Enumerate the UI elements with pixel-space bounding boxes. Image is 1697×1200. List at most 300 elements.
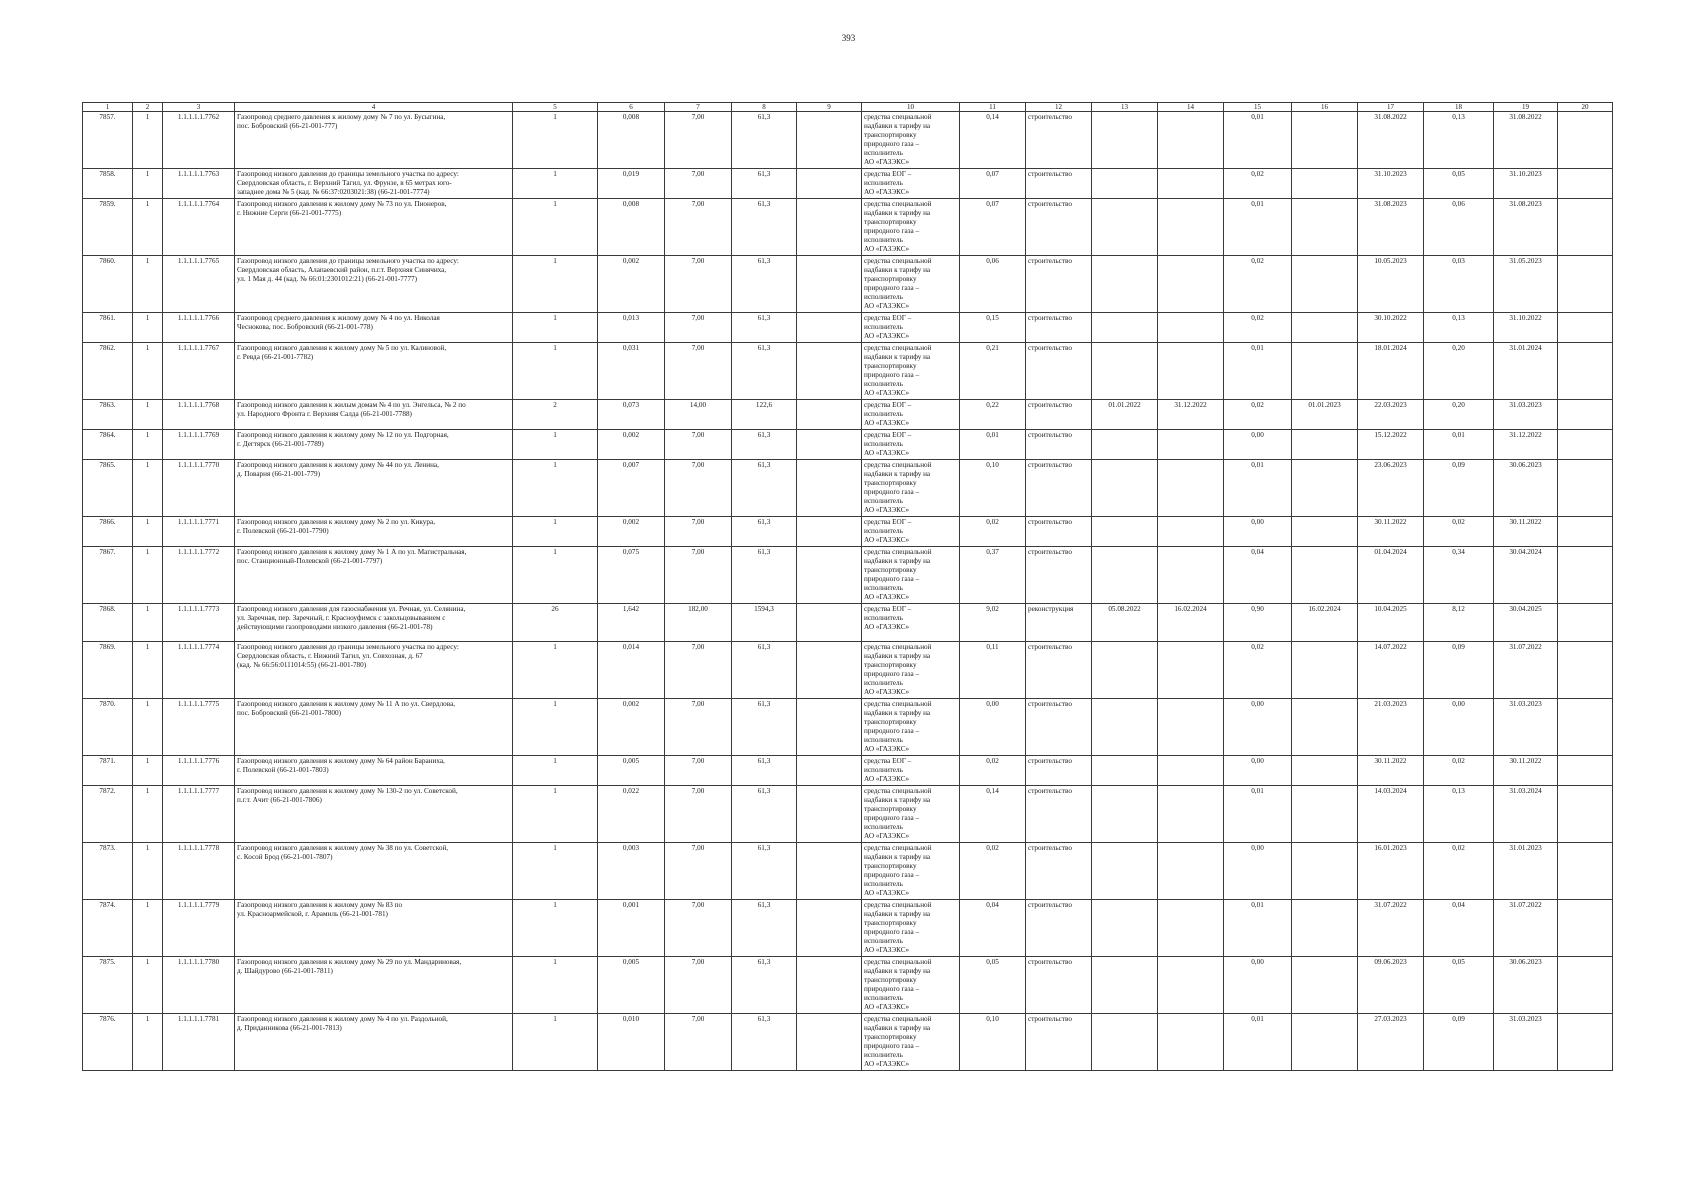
column-header-10: 10 xyxy=(862,103,960,112)
cell-col-20 xyxy=(1558,957,1613,1014)
cell-col-11: 0,07 xyxy=(960,199,1026,256)
cell-col-16 xyxy=(1292,547,1358,604)
table-row xyxy=(83,199,1613,256)
cell-col-1: 7862. xyxy=(83,343,133,400)
cell-col-6: 0,002 xyxy=(598,699,665,756)
cell-col-7: 7,00 xyxy=(665,786,732,843)
cell-col-11: 0,02 xyxy=(960,756,1026,786)
table-row xyxy=(83,957,1613,1014)
cell-col-14: 31.12.2022 xyxy=(1158,400,1224,430)
cell-col-18: 0,13 xyxy=(1424,112,1494,169)
cell-col-12: строительство xyxy=(1026,786,1092,843)
cell-col-13: 01.01.2022 xyxy=(1092,400,1158,430)
cell-col-4: Газопровод низкого давления к жилому дому № 29 по ул. Мандариновая, д. Шайдурово (66-21-001-7811) xyxy=(235,957,513,1014)
cell-col-2: 1 xyxy=(133,843,163,900)
cell-col-20 xyxy=(1558,756,1613,786)
cell-col-16: 16.02.2024 xyxy=(1292,604,1358,642)
cell-col-4: Газопровод низкого давления к жилому дому № 64 район Бараниха, г. Полевской (66-21-001-7803) xyxy=(235,756,513,786)
cell-col-18: 8,12 xyxy=(1424,604,1494,642)
cell-col-15: 0,00 xyxy=(1224,957,1292,1014)
cell-col-11: 0,11 xyxy=(960,642,1026,699)
cell-col-7: 7,00 xyxy=(665,843,732,900)
cell-col-2: 1 xyxy=(133,400,163,430)
cell-col-10: средства специальной надбавки к тарифу на транспортировку природного газа – исполнитель АО «ГАЗЭКС» xyxy=(862,343,960,400)
cell-col-8: 61,3 xyxy=(732,343,797,400)
cell-col-12: строительство xyxy=(1026,460,1092,517)
cell-col-11: 0,22 xyxy=(960,400,1026,430)
table-row xyxy=(83,430,1613,460)
cell-col-17: 23.06.2023 xyxy=(1358,460,1424,517)
cell-col-17: 27.03.2023 xyxy=(1358,1014,1424,1071)
table-row xyxy=(83,460,1613,517)
cell-col-1: 7870. xyxy=(83,699,133,756)
cell-col-20 xyxy=(1558,343,1613,400)
cell-col-4: Газопровод среднего давления к жилому дому № 4 по ул. Николая Чеснокова, пос. Бобровский (66-21-001-778) xyxy=(235,313,513,343)
cell-col-3: 1.1.1.1.1.7774 xyxy=(163,642,235,699)
cell-col-7: 7,00 xyxy=(665,343,732,400)
cell-col-1: 7861. xyxy=(83,313,133,343)
cell-col-11: 0,00 xyxy=(960,699,1026,756)
cell-col-17: 01.04.2024 xyxy=(1358,547,1424,604)
cell-col-10: средства специальной надбавки к тарифу на транспортировку природного газа – исполнитель АО «ГАЗЭКС» xyxy=(862,900,960,957)
cell-col-14 xyxy=(1158,430,1224,460)
cell-col-18: 0,05 xyxy=(1424,169,1494,199)
cell-col-5: 1 xyxy=(513,642,598,699)
cell-col-12: строительство xyxy=(1026,1014,1092,1071)
cell-col-1: 7873. xyxy=(83,843,133,900)
cell-col-9 xyxy=(797,169,862,199)
cell-col-20 xyxy=(1558,843,1613,900)
cell-col-20 xyxy=(1558,313,1613,343)
cell-col-4: Газопровод низкого давления к жилому дому № 83 по ул. Красноармейской, г. Арамиль (66-21-001-781) xyxy=(235,900,513,957)
cell-col-19: 31.08.2023 xyxy=(1494,199,1558,256)
cell-col-7: 7,00 xyxy=(665,256,732,313)
cell-col-15: 0,00 xyxy=(1224,699,1292,756)
table-row xyxy=(83,343,1613,400)
cell-col-16 xyxy=(1292,112,1358,169)
cell-col-4: Газопровод низкого давления к жилому дому № 4 по ул. Раздольной, д. Приданникова (66-21-001-7813) xyxy=(235,1014,513,1071)
cell-col-12: строительство xyxy=(1026,843,1092,900)
cell-col-19: 31.05.2023 xyxy=(1494,256,1558,313)
cell-col-19: 30.11.2022 xyxy=(1494,756,1558,786)
cell-col-6: 0,002 xyxy=(598,256,665,313)
cell-col-19: 31.07.2022 xyxy=(1494,900,1558,957)
cell-col-4: Газопровод низкого давления к жилым домам № 4 по ул. Энгельса, № 2 по ул. Народного Фронта г. Верхняя Салда (66-21-001-7788) xyxy=(235,400,513,430)
cell-col-2: 1 xyxy=(133,517,163,547)
cell-col-10: средства специальной надбавки к тарифу на транспортировку природного газа – исполнитель АО «ГАЗЭКС» xyxy=(862,642,960,699)
cell-col-20 xyxy=(1558,169,1613,199)
cell-col-11: 0,04 xyxy=(960,900,1026,957)
cell-col-15: 0,01 xyxy=(1224,199,1292,256)
cell-col-4: Газопровод низкого давления для газоснабжения ул. Речная, ул. Селянина, ул. Заречная, пер. Заречный, г. Красноуфимск с закольцовыванием с действующими газопроводами низкого давления (66-21-001-78) xyxy=(235,604,513,642)
cell-col-11: 0,14 xyxy=(960,786,1026,843)
cell-col-13: 05.08.2022 xyxy=(1092,604,1158,642)
cell-col-20 xyxy=(1558,900,1613,957)
cell-col-15: 0,02 xyxy=(1224,169,1292,199)
cell-col-1: 7868. xyxy=(83,604,133,642)
cell-col-18: 0,09 xyxy=(1424,460,1494,517)
cell-col-12: строительство xyxy=(1026,699,1092,756)
cell-col-6: 0,075 xyxy=(598,547,665,604)
cell-col-3: 1.1.1.1.1.7770 xyxy=(163,460,235,517)
cell-col-12: строительство xyxy=(1026,112,1092,169)
cell-col-9 xyxy=(797,699,862,756)
cell-col-8: 61,3 xyxy=(732,256,797,313)
cell-col-19: 31.07.2022 xyxy=(1494,642,1558,699)
cell-col-16 xyxy=(1292,957,1358,1014)
table-row xyxy=(83,517,1613,547)
cell-col-7: 7,00 xyxy=(665,517,732,547)
cell-col-15: 0,00 xyxy=(1224,430,1292,460)
cell-col-16 xyxy=(1292,642,1358,699)
cell-col-18: 0,03 xyxy=(1424,256,1494,313)
cell-col-16 xyxy=(1292,256,1358,313)
cell-col-11: 9,02 xyxy=(960,604,1026,642)
cell-col-14 xyxy=(1158,517,1224,547)
cell-col-8: 61,3 xyxy=(732,430,797,460)
cell-col-15: 0,00 xyxy=(1224,756,1292,786)
cell-col-9 xyxy=(797,256,862,313)
cell-col-10: средства ЕОГ – исполнитель АО «ГАЗЭКС» xyxy=(862,400,960,430)
cell-col-3: 1.1.1.1.1.7767 xyxy=(163,343,235,400)
cell-col-12: строительство xyxy=(1026,957,1092,1014)
cell-col-17: 15.12.2022 xyxy=(1358,430,1424,460)
cell-col-15: 0,02 xyxy=(1224,642,1292,699)
column-header-19: 19 xyxy=(1494,103,1558,112)
cell-col-6: 0,005 xyxy=(598,957,665,1014)
cell-col-6: 0,013 xyxy=(598,313,665,343)
cell-col-18: 0,02 xyxy=(1424,756,1494,786)
cell-col-10: средства специальной надбавки к тарифу на транспортировку природного газа – исполнитель АО «ГАЗЭКС» xyxy=(862,843,960,900)
table-row xyxy=(83,786,1613,843)
cell-col-3: 1.1.1.1.1.7778 xyxy=(163,843,235,900)
cell-col-18: 0,09 xyxy=(1424,642,1494,699)
cell-col-1: 7865. xyxy=(83,460,133,517)
cell-col-5: 1 xyxy=(513,169,598,199)
cell-col-15: 0,04 xyxy=(1224,547,1292,604)
cell-col-17: 14.03.2024 xyxy=(1358,786,1424,843)
cell-col-6: 0,010 xyxy=(598,1014,665,1071)
cell-col-3: 1.1.1.1.1.7762 xyxy=(163,112,235,169)
cell-col-3: 1.1.1.1.1.7773 xyxy=(163,604,235,642)
cell-col-2: 1 xyxy=(133,430,163,460)
cell-col-12: строительство xyxy=(1026,642,1092,699)
cell-col-20 xyxy=(1558,400,1613,430)
cell-col-16 xyxy=(1292,169,1358,199)
cell-col-9 xyxy=(797,786,862,843)
cell-col-8: 61,3 xyxy=(732,843,797,900)
cell-col-12: строительство xyxy=(1026,517,1092,547)
cell-col-16: 01.01.2023 xyxy=(1292,400,1358,430)
cell-col-7: 14,00 xyxy=(665,400,732,430)
cell-col-11: 0,02 xyxy=(960,843,1026,900)
cell-col-8: 61,3 xyxy=(732,786,797,843)
cell-col-19: 31.03.2023 xyxy=(1494,699,1558,756)
cell-col-9 xyxy=(797,430,862,460)
cell-col-2: 1 xyxy=(133,460,163,517)
cell-col-15: 0,01 xyxy=(1224,900,1292,957)
cell-col-1: 7859. xyxy=(83,199,133,256)
cell-col-11: 0,06 xyxy=(960,256,1026,313)
cell-col-2: 1 xyxy=(133,313,163,343)
cell-col-19: 31.03.2023 xyxy=(1494,1014,1558,1071)
cell-col-15: 0,00 xyxy=(1224,843,1292,900)
column-header-16: 16 xyxy=(1292,103,1358,112)
cell-col-10: средства специальной надбавки к тарифу на транспортировку природного газа – исполнитель АО «ГАЗЭКС» xyxy=(862,699,960,756)
cell-col-13 xyxy=(1092,256,1158,313)
cell-col-8: 122,6 xyxy=(732,400,797,430)
column-header-2: 2 xyxy=(133,103,163,112)
cell-col-9 xyxy=(797,547,862,604)
cell-col-8: 61,3 xyxy=(732,547,797,604)
cell-col-5: 1 xyxy=(513,699,598,756)
cell-col-18: 0,02 xyxy=(1424,843,1494,900)
cell-col-14 xyxy=(1158,699,1224,756)
cell-col-15: 0,01 xyxy=(1224,786,1292,843)
cell-col-10: средства специальной надбавки к тарифу на транспортировку природного газа – исполнитель АО «ГАЗЭКС» xyxy=(862,547,960,604)
cell-col-15: 0,90 xyxy=(1224,604,1292,642)
cell-col-13 xyxy=(1092,756,1158,786)
cell-col-18: 0,20 xyxy=(1424,343,1494,400)
cell-col-17: 10.04.2025 xyxy=(1358,604,1424,642)
column-header-3: 3 xyxy=(163,103,235,112)
cell-col-20 xyxy=(1558,256,1613,313)
cell-col-10: средства ЕОГ – исполнитель АО «ГАЗЭКС» xyxy=(862,169,960,199)
cell-col-7: 7,00 xyxy=(665,313,732,343)
cell-col-12: строительство xyxy=(1026,900,1092,957)
cell-col-7: 182,00 xyxy=(665,604,732,642)
cell-col-10: средства ЕОГ – исполнитель АО «ГАЗЭКС» xyxy=(862,604,960,642)
cell-col-16 xyxy=(1292,843,1358,900)
cell-col-1: 7857. xyxy=(83,112,133,169)
cell-col-8: 61,3 xyxy=(732,460,797,517)
cell-col-14 xyxy=(1158,547,1224,604)
table-row xyxy=(83,900,1613,957)
cell-col-12: строительство xyxy=(1026,400,1092,430)
cell-col-11: 0,01 xyxy=(960,430,1026,460)
cell-col-14 xyxy=(1158,112,1224,169)
cell-col-13 xyxy=(1092,642,1158,699)
cell-col-11: 0,37 xyxy=(960,547,1026,604)
cell-col-17: 16.01.2023 xyxy=(1358,843,1424,900)
cell-col-5: 2 xyxy=(513,400,598,430)
cell-col-4: Газопровод низкого давления до границы земельного участка по адресу: Свердловская область, Алапаевский район, п.г.т. Верхняя Синячиха, ул. 1 Мая д. 44 (кад. № 66:01:2301012:21) (66-21-001-7777) xyxy=(235,256,513,313)
cell-col-19: 30.04.2024 xyxy=(1494,547,1558,604)
cell-col-13 xyxy=(1092,900,1158,957)
cell-col-9 xyxy=(797,642,862,699)
cell-col-20 xyxy=(1558,642,1613,699)
cell-col-14 xyxy=(1158,343,1224,400)
cell-col-13 xyxy=(1092,547,1158,604)
cell-col-17: 14.07.2022 xyxy=(1358,642,1424,699)
cell-col-3: 1.1.1.1.1.7772 xyxy=(163,547,235,604)
column-header-20: 20 xyxy=(1558,103,1613,112)
cell-col-8: 61,3 xyxy=(732,756,797,786)
cell-col-17: 31.08.2022 xyxy=(1358,112,1424,169)
cell-col-1: 7875. xyxy=(83,957,133,1014)
cell-col-2: 1 xyxy=(133,786,163,843)
cell-col-5: 1 xyxy=(513,957,598,1014)
cell-col-14 xyxy=(1158,256,1224,313)
cell-col-20 xyxy=(1558,1014,1613,1071)
cell-col-14 xyxy=(1158,460,1224,517)
cell-col-2: 1 xyxy=(133,900,163,957)
cell-col-13 xyxy=(1092,343,1158,400)
cell-col-11: 0,05 xyxy=(960,957,1026,1014)
cell-col-10: средства специальной надбавки к тарифу на транспортировку природного газа – исполнитель АО «ГАЗЭКС» xyxy=(862,1014,960,1071)
cell-col-18: 0,09 xyxy=(1424,1014,1494,1071)
cell-col-8: 61,3 xyxy=(732,169,797,199)
cell-col-6: 0,008 xyxy=(598,199,665,256)
cell-col-3: 1.1.1.1.1.7766 xyxy=(163,313,235,343)
cell-col-6: 0,005 xyxy=(598,756,665,786)
cell-col-3: 1.1.1.1.1.7775 xyxy=(163,699,235,756)
cell-col-18: 0,34 xyxy=(1424,547,1494,604)
cell-col-8: 61,3 xyxy=(732,1014,797,1071)
table-row xyxy=(83,256,1613,313)
cell-col-12: строительство xyxy=(1026,430,1092,460)
cell-col-5: 1 xyxy=(513,786,598,843)
cell-col-18: 0,02 xyxy=(1424,517,1494,547)
cell-col-20 xyxy=(1558,112,1613,169)
cell-col-3: 1.1.1.1.1.7763 xyxy=(163,169,235,199)
column-header-4: 4 xyxy=(235,103,513,112)
cell-col-10: средства специальной надбавки к тарифу на транспортировку природного газа – исполнитель АО «ГАЗЭКС» xyxy=(862,256,960,313)
cell-col-10: средства ЕОГ – исполнитель АО «ГАЗЭКС» xyxy=(862,756,960,786)
cell-col-2: 1 xyxy=(133,112,163,169)
cell-col-2: 1 xyxy=(133,547,163,604)
cell-col-7: 7,00 xyxy=(665,460,732,517)
cell-col-2: 1 xyxy=(133,699,163,756)
table-row xyxy=(83,400,1613,430)
cell-col-19: 31.10.2023 xyxy=(1494,169,1558,199)
cell-col-9 xyxy=(797,1014,862,1071)
cell-col-6: 0,001 xyxy=(598,900,665,957)
cell-col-19: 31.08.2022 xyxy=(1494,112,1558,169)
cell-col-4: Газопровод низкого давления к жилому дому № 12 по ул. Подгорная, г. Дегтярск (66-21-001-7789) xyxy=(235,430,513,460)
cell-col-18: 0,06 xyxy=(1424,199,1494,256)
cell-col-19: 31.01.2024 xyxy=(1494,343,1558,400)
cell-col-12: строительство xyxy=(1026,343,1092,400)
column-header-12: 12 xyxy=(1026,103,1092,112)
cell-col-12: реконструкция xyxy=(1026,604,1092,642)
cell-col-18: 0,13 xyxy=(1424,313,1494,343)
cell-col-9 xyxy=(797,199,862,256)
cell-col-8: 1594,3 xyxy=(732,604,797,642)
cell-col-3: 1.1.1.1.1.7765 xyxy=(163,256,235,313)
cell-col-11: 0,02 xyxy=(960,517,1026,547)
cell-col-16 xyxy=(1292,756,1358,786)
cell-col-14 xyxy=(1158,786,1224,843)
column-number-row xyxy=(83,103,1613,112)
cell-col-3: 1.1.1.1.1.7781 xyxy=(163,1014,235,1071)
cell-col-7: 7,00 xyxy=(665,430,732,460)
cell-col-1: 7860. xyxy=(83,256,133,313)
cell-col-13 xyxy=(1092,460,1158,517)
cell-col-15: 0,01 xyxy=(1224,112,1292,169)
cell-col-8: 61,3 xyxy=(732,642,797,699)
cell-col-2: 1 xyxy=(133,604,163,642)
cell-col-15: 0,02 xyxy=(1224,256,1292,313)
cell-col-6: 0,022 xyxy=(598,786,665,843)
table-row xyxy=(83,313,1613,343)
cell-col-16 xyxy=(1292,699,1358,756)
cell-col-6: 1,642 xyxy=(598,604,665,642)
cell-col-13 xyxy=(1092,430,1158,460)
cell-col-4: Газопровод низкого давления до границы земельного участка по адресу: Свердловская область, г. Нижний Тагил, ул. Совхозная, д. 67 (кад. № 66:56:0111014:55) (66-21-001-780) xyxy=(235,642,513,699)
cell-col-6: 0,019 xyxy=(598,169,665,199)
cell-col-13 xyxy=(1092,957,1158,1014)
cell-col-19: 31.10.2022 xyxy=(1494,313,1558,343)
cell-col-12: строительство xyxy=(1026,199,1092,256)
cell-col-15: 0,02 xyxy=(1224,313,1292,343)
cell-col-8: 61,3 xyxy=(732,957,797,1014)
cell-col-19: 30.06.2023 xyxy=(1494,957,1558,1014)
cell-col-2: 1 xyxy=(133,343,163,400)
cell-col-6: 0,003 xyxy=(598,843,665,900)
cell-col-14 xyxy=(1158,957,1224,1014)
cell-col-11: 0,21 xyxy=(960,343,1026,400)
cell-col-5: 1 xyxy=(513,256,598,313)
cell-col-9 xyxy=(797,843,862,900)
cell-col-6: 0,002 xyxy=(598,517,665,547)
cell-col-14 xyxy=(1158,169,1224,199)
cell-col-8: 61,3 xyxy=(732,313,797,343)
cell-col-17: 10.05.2023 xyxy=(1358,256,1424,313)
investment-program-table xyxy=(82,102,1613,1071)
cell-col-2: 1 xyxy=(133,642,163,699)
cell-col-2: 1 xyxy=(133,1014,163,1071)
column-header-6: 6 xyxy=(598,103,665,112)
cell-col-7: 7,00 xyxy=(665,199,732,256)
column-header-1: 1 xyxy=(83,103,133,112)
cell-col-18: 0,00 xyxy=(1424,699,1494,756)
cell-col-16 xyxy=(1292,517,1358,547)
cell-col-9 xyxy=(797,460,862,517)
table-row xyxy=(83,547,1613,604)
cell-col-14 xyxy=(1158,1014,1224,1071)
cell-col-7: 7,00 xyxy=(665,112,732,169)
cell-col-4: Газопровод низкого давления к жилому дому № 2 по ул. Кикура, г. Полевской (66-21-001-7790) xyxy=(235,517,513,547)
cell-col-5: 1 xyxy=(513,112,598,169)
cell-col-6: 0,008 xyxy=(598,112,665,169)
cell-col-13 xyxy=(1092,112,1158,169)
cell-col-14 xyxy=(1158,900,1224,957)
cell-col-11: 0,07 xyxy=(960,169,1026,199)
cell-col-7: 7,00 xyxy=(665,1014,732,1071)
cell-col-7: 7,00 xyxy=(665,547,732,604)
cell-col-2: 1 xyxy=(133,756,163,786)
cell-col-16 xyxy=(1292,1014,1358,1071)
cell-col-16 xyxy=(1292,460,1358,517)
cell-col-4: Газопровод низкого давления к жилому дому № 11 А по ул. Свердлова, пос. Бобровский (66-21-001-7800) xyxy=(235,699,513,756)
cell-col-20 xyxy=(1558,430,1613,460)
cell-col-16 xyxy=(1292,199,1358,256)
cell-col-20 xyxy=(1558,199,1613,256)
cell-col-17: 30.11.2022 xyxy=(1358,517,1424,547)
cell-col-16 xyxy=(1292,900,1358,957)
cell-col-14 xyxy=(1158,199,1224,256)
cell-col-15: 0,02 xyxy=(1224,400,1292,430)
cell-col-15: 0,01 xyxy=(1224,343,1292,400)
column-header-5: 5 xyxy=(513,103,598,112)
table-row xyxy=(83,699,1613,756)
cell-col-19: 30.04.2025 xyxy=(1494,604,1558,642)
cell-col-5: 1 xyxy=(513,1014,598,1071)
cell-col-4: Газопровод низкого давления к жилому дому № 5 по ул. Калиновой, г. Ревда (66-21-001-7782) xyxy=(235,343,513,400)
cell-col-14 xyxy=(1158,313,1224,343)
table-row xyxy=(83,1014,1613,1071)
